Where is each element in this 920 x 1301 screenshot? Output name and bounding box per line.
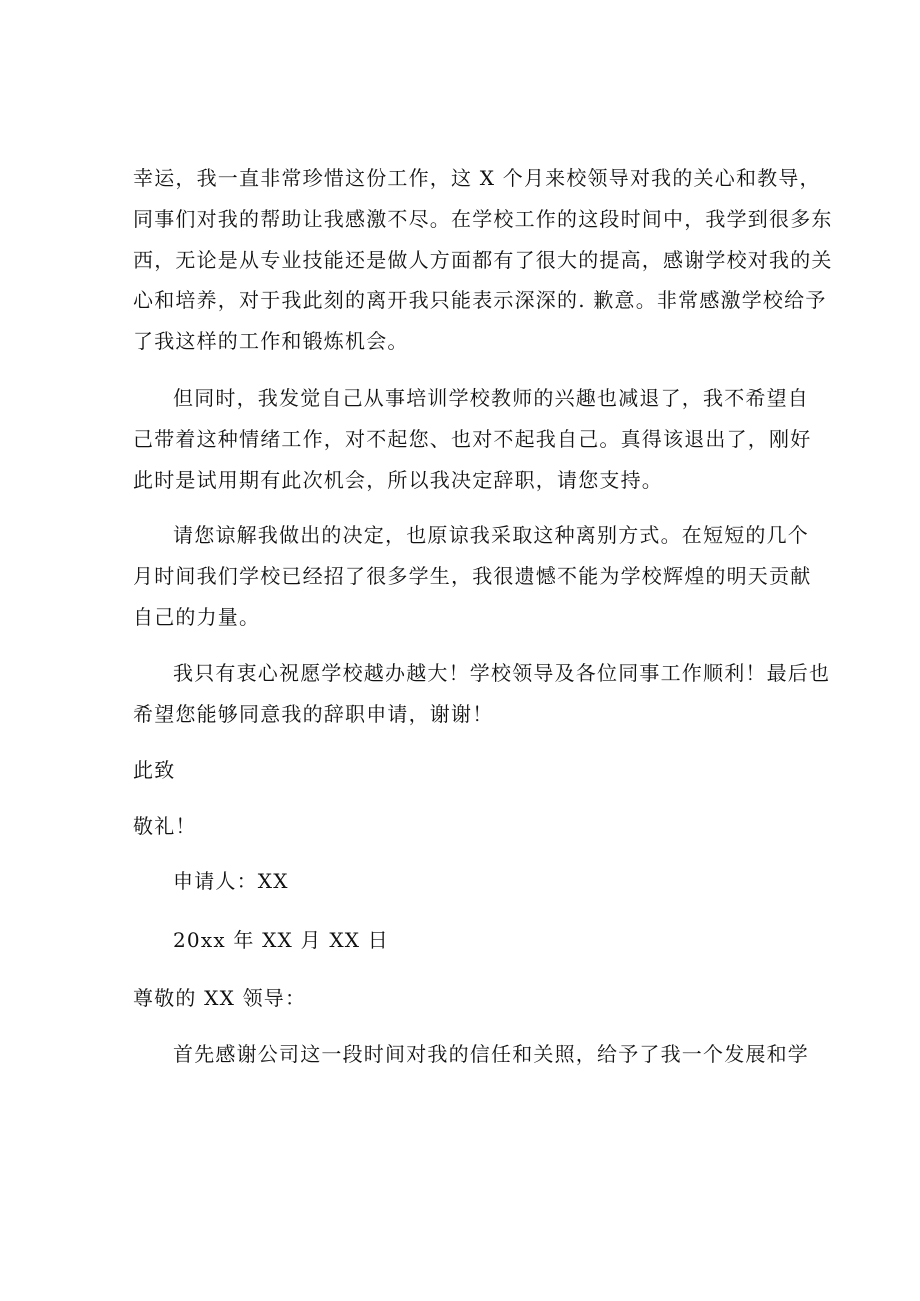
greeting-text: 尊敬的 XX 领导： [133, 986, 307, 1010]
paragraph-line: 己带着这种情绪工作，对不起您、也对不起我自己。真得该退出了，刚好 [133, 427, 812, 451]
paragraph-line: 月时间我们学校已经招了很多学生，我很遗憾不能为学校辉煌的明天贡献 [133, 564, 812, 588]
paragraph-line: 请您谅解我做出的决定，也原谅我采取这种离别方式。在短短的几个 [173, 523, 809, 547]
closing-text: 此致 [133, 758, 176, 782]
date-text: 20xx 年 XX 月 XX 日 [173, 928, 389, 952]
paragraph-line: 首先感谢公司这一段时间对我的信任和关照，给予了我一个发展和学 [173, 1042, 809, 1066]
paragraph-line: 同事们对我的帮助让我感激不尽。在学校工作的这段时间中，我学到很多东 [133, 207, 833, 231]
paragraph-line: 幸运，我一直非常珍惜这份工作，这 X 个月来校领导对我的关心和教导， [133, 166, 821, 190]
paragraph-line: 此时是试用期有此次机会，所以我决定辞职，请您支持。 [133, 468, 663, 492]
paragraph-line: 了我这样的工作和锻炼机会。 [133, 329, 409, 353]
paragraph-line: 西，无论是从专业技能还是做人方面都有了很大的提高，感谢学校对我的关 [133, 248, 833, 272]
paragraph-line: 但同时，我发觉自己从事培训学校教师的兴趣也减退了，我不希望自 [173, 386, 809, 410]
applicant-signature: 申请人：XX [173, 869, 289, 893]
paragraph-line: 我只有衷心祝愿学校越办越大！学校领导及各位同事工作顺利！最后也 [173, 661, 831, 685]
paragraph-line: 希望您能够同意我的辞职申请，谢谢！ [133, 702, 494, 726]
paragraph-line: 心和培养，对于我此刻的离开我只能表示深深的. 歉意。非常感激学校给予 [133, 288, 827, 312]
salute-text: 敬礼！ [133, 814, 197, 838]
paragraph-line: 自己的力量。 [133, 605, 261, 629]
